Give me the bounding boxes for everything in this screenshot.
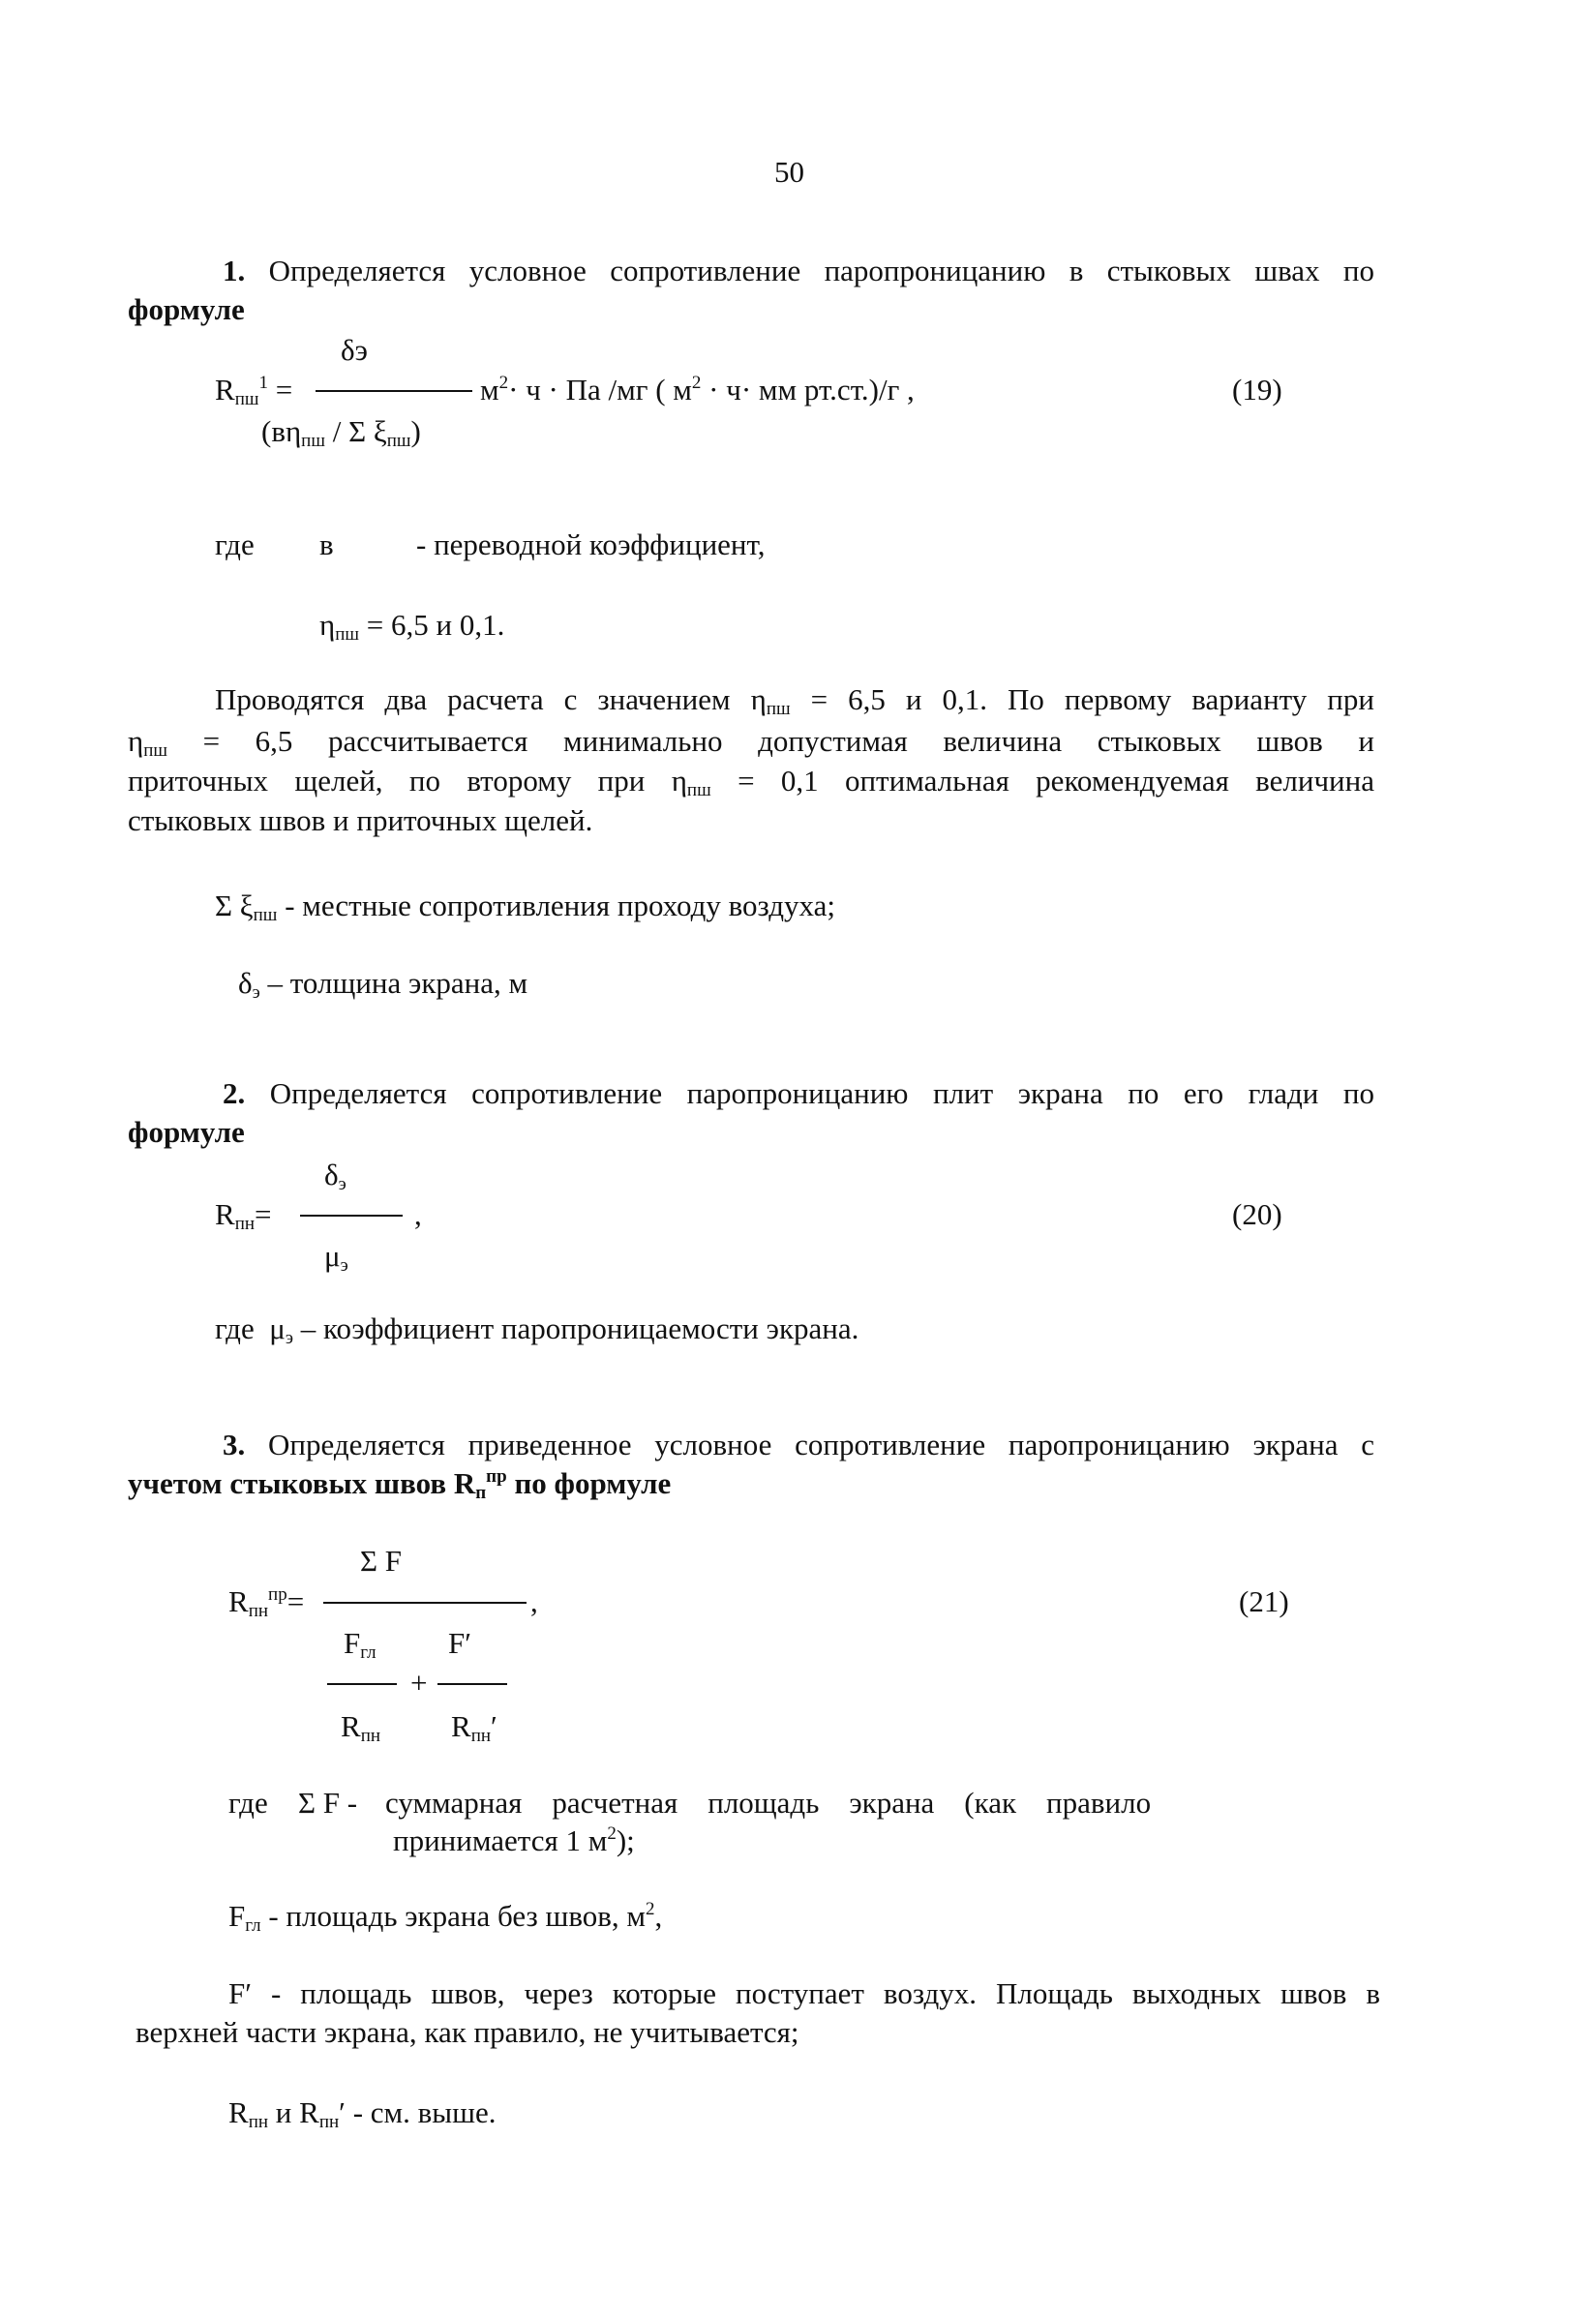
where-desc-sigma-f-b: принимается 1 $м^2$);: [393, 1823, 635, 1857]
formula-19-lhs-sub: пш: [234, 389, 259, 409]
page-number: 50: [774, 155, 804, 189]
formula-19-denominator: ($в\eta_{пш}$ / Σ $\xi_{пш}$): [261, 414, 421, 451]
section-2-text-a: Определяется сопротивление паропроницанию плит экрана по его глади по: [269, 1076, 1375, 1110]
formula-21-fgl: $F_{гл}$: [344, 1626, 376, 1663]
formula-20-denominator: $\mu_э$: [324, 1239, 348, 1276]
formula-19-lhs: [215, 373, 292, 407]
formula-20-lhs: $R_{пн}=$: [215, 1197, 272, 1234]
where-symbol-v: в: [319, 527, 334, 561]
where-mu: где $\mu_э$ – коэффициент паропроницаемости экрана.: [215, 1311, 859, 1348]
paragraph-1-line-4: стыковых швов и приточных щелей.: [128, 803, 593, 837]
formula-21-fprime: F′: [448, 1626, 472, 1660]
definition-xi: Σ $\xi_{пш}$ - местные сопротивления проходу воздуха;: [215, 888, 835, 925]
definition-fprime-line-1: F′ - площадь швов, через которые поступает воздух. Площадь выходных швов в: [228, 1976, 1380, 2010]
formula-20-number: (20): [1232, 1197, 1282, 1231]
formula-21-bar-right: [437, 1683, 507, 1685]
formula-19-eq: =: [275, 373, 293, 407]
paragraph-1-line-3: приточных щелей, по второму при $\eta_{пш} = 0,1$ оптимальная рекомендуемая величина: [128, 764, 1374, 800]
formula-21-plus: +: [410, 1666, 428, 1700]
formula-21-rpn: $R_{пн}$: [341, 1709, 381, 1746]
definition-delta: $\delta_э$ – толщина экрана, м: [238, 966, 528, 1003]
section-3-text-a: Определяется приведенное условное сопротивление паропроницанию экрана с: [268, 1428, 1375, 1461]
definition-r: $R_{пн}$ и $R_{пн}'$ - см. выше.: [228, 2095, 497, 2132]
formula-21-main-bar: [323, 1602, 527, 1604]
formula-19-number: (19): [1232, 373, 1282, 407]
where-label-3: где: [228, 1786, 268, 1820]
formula-20-numerator: $\delta_э$: [324, 1158, 346, 1194]
definition-fgl: $F_{гл}$ - площадь экрана без швов, $м^2$,: [228, 1899, 663, 1936]
definition-fprime-line-2: верхней части экрана, как правило, не учитывается;: [136, 2015, 799, 2049]
formula-21-bar-left: [327, 1683, 397, 1685]
paragraph-1-line-2: $\eta_{пш} = 6,5$ рассчитывается минимально допустимая величина стыковых швов и: [128, 724, 1374, 761]
where-sym-sigma-f: Σ F -: [298, 1786, 358, 1820]
where-desc-sigma-f-a: суммарная расчетная площадь экрана (как правило: [385, 1786, 1152, 1820]
section-2-heading-line-1: [223, 1076, 1374, 1111]
section-2-heading-line-2: формуле: [128, 1115, 245, 1149]
formula-20-comma: ,: [414, 1197, 422, 1231]
paragraph-1-line-1: Проводятся два расчета с значением $\eta_{пш} = 6,5$ и 0,1. По первому варианту при: [215, 682, 1374, 719]
formula-19-fraction-bar: [316, 390, 472, 392]
section-1-text-a: Определяется условное сопротивление паропроницанию в стыковых швах по: [268, 254, 1375, 287]
formula-21-number: (21): [1239, 1584, 1289, 1618]
where-desc-v: - переводной коэффициент,: [416, 527, 766, 561]
where-label-1: где: [215, 527, 255, 561]
eta-values-line: $\eta_{пш} = 6,5$ и 0,1.: [319, 608, 505, 645]
formula-20-fraction-bar: [300, 1215, 403, 1217]
formula-19-lhs-main: R: [215, 373, 235, 407]
section-3-heading-line-2: учетом стыковых швов $R_п^{пр}$ по формуле: [128, 1466, 672, 1503]
section-3-number: 3.: [223, 1428, 246, 1461]
section-1-number: 1.: [223, 254, 246, 287]
formula-19-units: $м^2\cdot ч$ · Па /мг ( $м^2 \cdot ч\cdot$ мм рт.ст.)/г ,: [480, 373, 915, 407]
formula-21-top: Σ F: [360, 1544, 403, 1578]
formula-21-lhs: $R_{пн}^{пр}=$: [228, 1584, 305, 1621]
section-1-heading-line-2: формуле: [128, 292, 245, 326]
section-2-number: 2.: [223, 1076, 246, 1110]
formula-21-rpn2: $R_{пн}'$: [451, 1709, 497, 1746]
formula-19-numerator: δэ: [341, 333, 368, 367]
formula-21-comma: ,: [530, 1584, 538, 1618]
section-3-heading-line-1: [223, 1428, 1374, 1462]
formula-19-lhs-sup: 1: [258, 373, 268, 393]
section-1-heading-line-1: [223, 254, 1374, 288]
